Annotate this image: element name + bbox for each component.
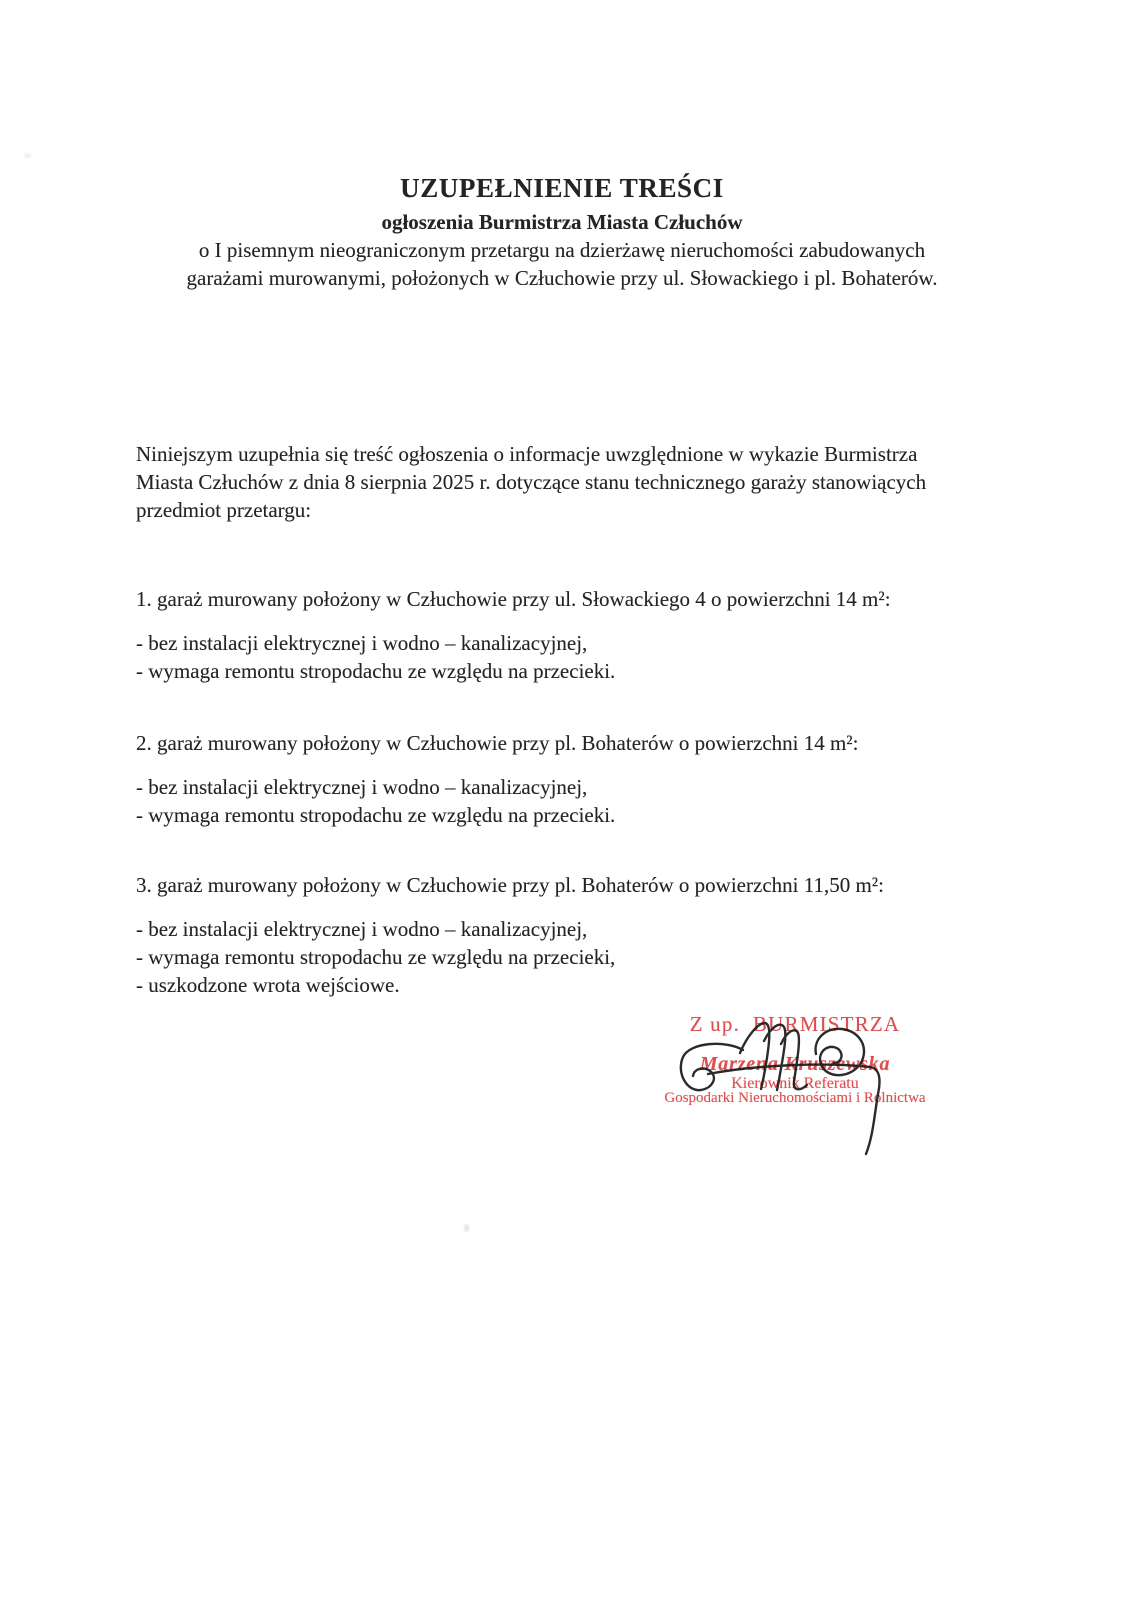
item-3-heading: 3. garaż murowany położony w Człuchowie przy pl. Bohaterów o powierzchni 11,50 m²: xyxy=(136,873,884,897)
stamp-signer-department: Gospodarki Nieruchomościami i Rolnictwa xyxy=(664,1090,926,1106)
scan-speck xyxy=(464,1224,469,1232)
stamp-signer-name: Marzena Kruszewska xyxy=(699,1053,891,1075)
stamp-signer-role: Kierownik Referatu xyxy=(731,1075,859,1092)
document-subtitle: ogłoszenia Burmistrza Miasta Człuchów xyxy=(381,210,743,234)
document-subtitle-line-3: garażami murowanymi, położonych w Człuchowie przy ul. Słowackiego i pl. Bohaterów. xyxy=(186,266,938,290)
intro-line-1: Niniejszym uzupełnia się treść ogłoszenia o informacje uwzględnione w wykazie Burmistrza xyxy=(136,442,918,466)
item-2-heading: 2. garaż murowany położony w Człuchowie przy pl. Bohaterów o powierzchni 14 m²: xyxy=(136,731,859,755)
item-1-bullet-1: - bez instalacji elektrycznej i wodno – kanalizacyjnej, xyxy=(136,631,588,655)
handwritten-signature xyxy=(630,990,930,1160)
item-3-bullet-1: - bez instalacji elektrycznej i wodno – kanalizacyjnej, xyxy=(136,917,588,941)
item-3-bullet-2: - wymaga remontu stropodachu ze względu na przecieki, xyxy=(136,945,616,969)
intro-line-2: Miasta Człuchów z dnia 8 sierpnia 2025 r. dotyczące stanu technicznego garaży stanowiących xyxy=(136,470,927,494)
stamp-authority-line: Z up. BURMISTRZA xyxy=(689,1012,901,1036)
document-subtitle-line-2: o I pisemnym nieograniczonym przetargu na dzierżawę nieruchomości zabudowanych xyxy=(198,238,926,262)
scan-speck xyxy=(24,153,31,158)
intro-line-3: przedmiot przetargu: xyxy=(136,498,312,522)
item-2-bullet-2: - wymaga remontu stropodachu ze względu na przecieki. xyxy=(136,803,616,827)
item-3-bullet-3: - uszkodzone wrota wejściowe. xyxy=(136,973,400,997)
item-2-bullet-1: - bez instalacji elektrycznej i wodno – kanalizacyjnej, xyxy=(136,775,588,799)
item-1-heading: 1. garaż murowany położony w Człuchowie przy ul. Słowackiego 4 o powierzchni 14 m²: xyxy=(136,587,891,611)
item-1-bullet-2: - wymaga remontu stropodachu ze względu na przecieki. xyxy=(136,659,616,683)
document-title: UZUPEŁNIENIE TREŚCI xyxy=(400,173,724,203)
